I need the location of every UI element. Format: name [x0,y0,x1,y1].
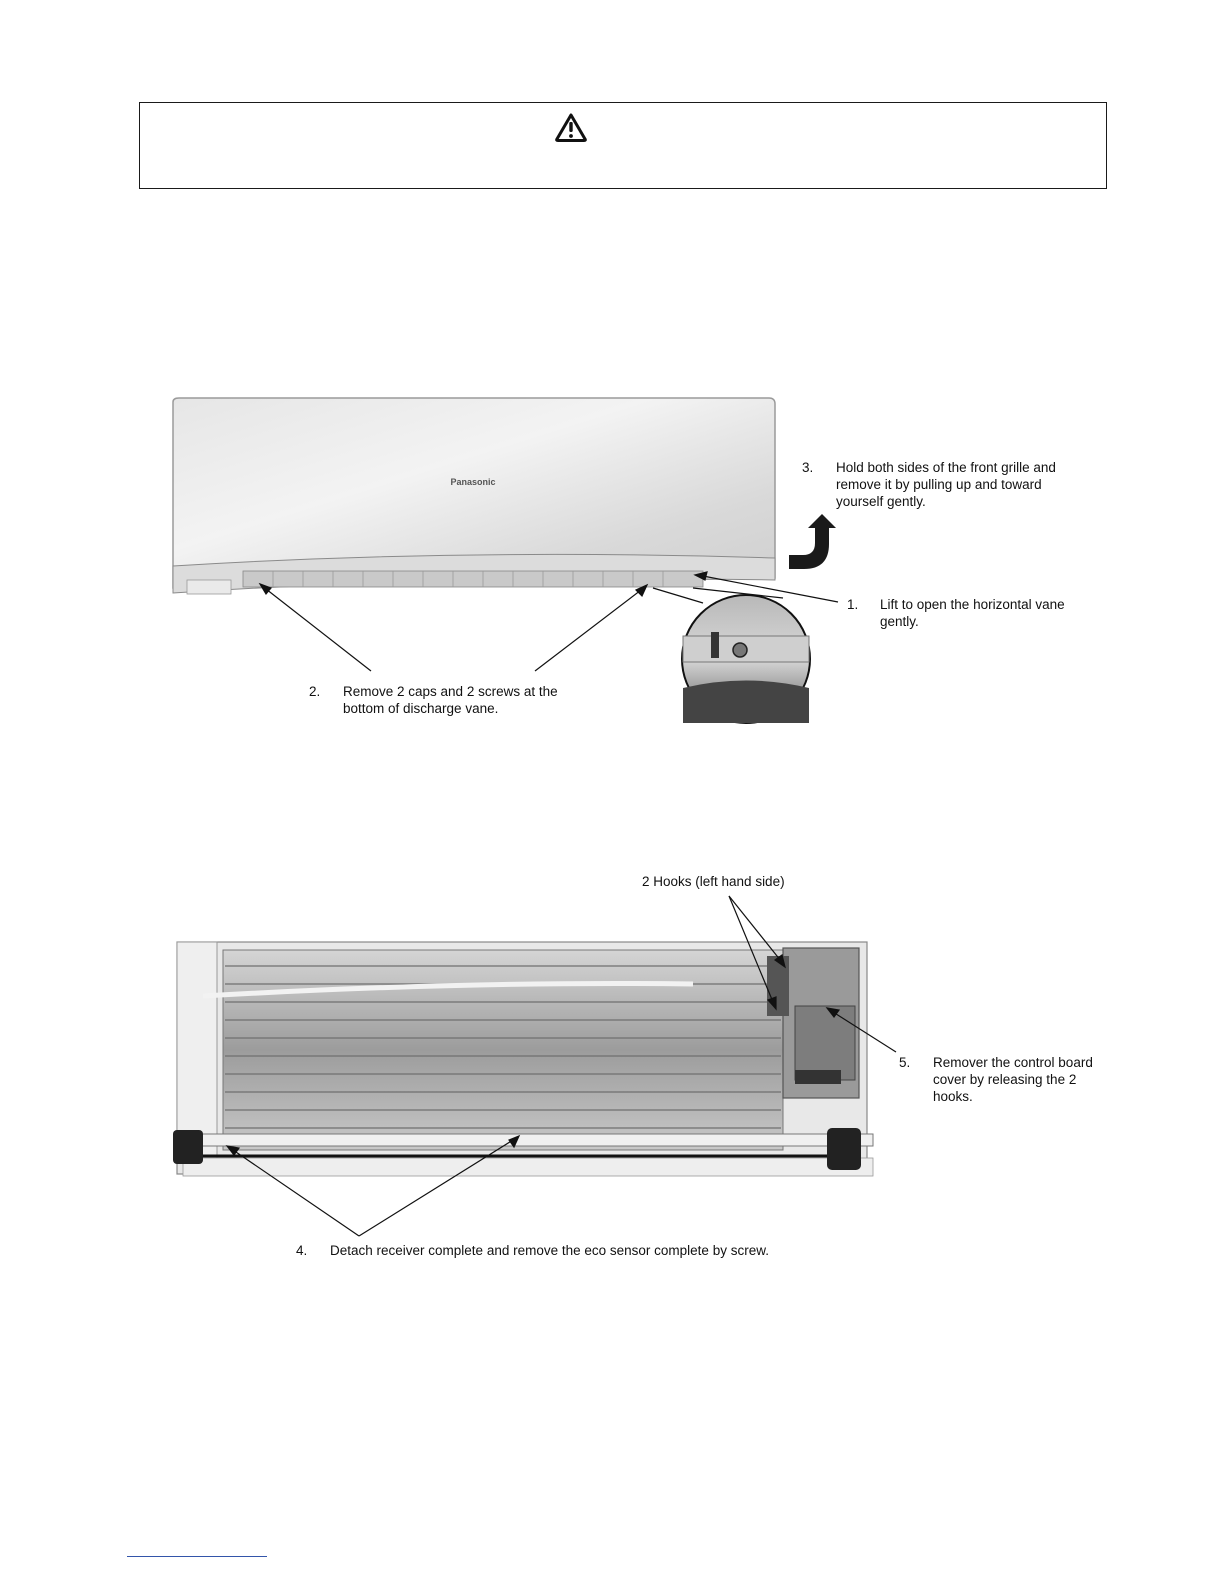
warning-triangle-icon [554,112,588,147]
brand-logo: Panasonic [450,477,496,487]
hooks-label: 2 Hooks (left hand side) [642,874,785,889]
step-3-caption: 3. Hold both sides of the front grille and remove it by pulling up and toward yourself gently. [802,460,1056,509]
warning-box [139,102,1107,189]
front-grille-removal-figure [163,388,1083,738]
step-1-caption: 1. Lift to open the horizontal vane gently. [847,597,1065,629]
step-2-caption: 2. Remove 2 caps and 2 screws at the bottom of discharge vane. [309,684,558,716]
step-4-caption: 4. Detach receiver complete and remove the eco sensor complete by screw. [296,1243,769,1258]
step-5-caption: 5. Remover the control board cover by releasing the 2 hooks. [899,1055,1093,1104]
footer-link-underline [127,1556,267,1557]
